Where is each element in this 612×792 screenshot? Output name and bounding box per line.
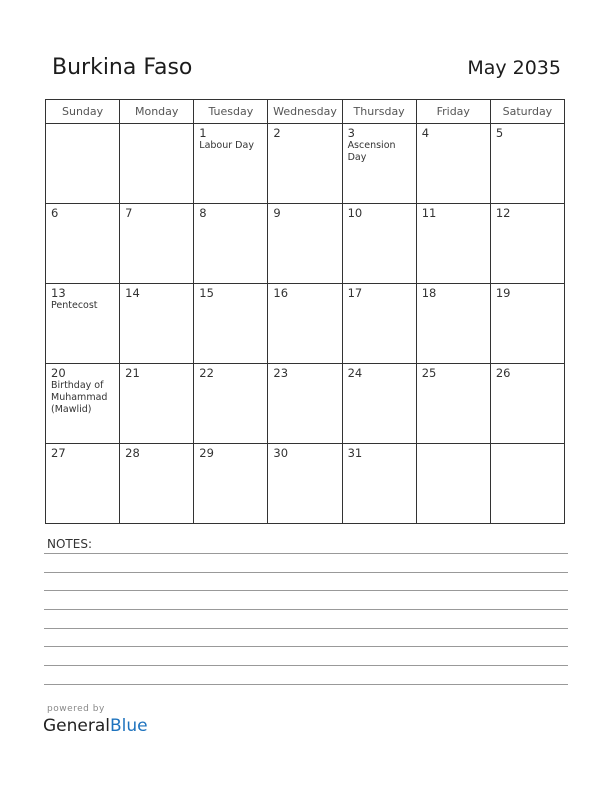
calendar-week-row xyxy=(46,284,565,364)
calendar-month-title: May 2035 xyxy=(467,57,561,79)
calendar-day-cell xyxy=(342,364,416,444)
brand-blue-text: Blue xyxy=(110,716,148,736)
calendar-day-cell xyxy=(342,124,416,204)
day-number: 15 xyxy=(199,286,214,300)
day-number: 26 xyxy=(495,366,511,380)
day-number: 2 xyxy=(273,126,281,140)
day-number: 14 xyxy=(125,286,140,300)
day-number: 9 xyxy=(273,206,281,220)
calendar-day-cell xyxy=(342,444,416,524)
day-number: 4 xyxy=(421,126,430,140)
note-line xyxy=(44,553,568,554)
day-number: 21 xyxy=(125,366,140,380)
day-number: 23 xyxy=(273,366,289,380)
calendar-week-row xyxy=(46,204,565,284)
note-line xyxy=(44,572,568,573)
day-number: 24 xyxy=(347,366,363,380)
calendar-day-cell xyxy=(46,364,120,444)
day-number: 25 xyxy=(421,366,437,380)
calendar-day-cell xyxy=(120,124,194,204)
note-line xyxy=(44,684,568,685)
calendar-day-cell xyxy=(342,284,416,364)
notes-label: NOTES: xyxy=(47,537,92,551)
day-number: 16 xyxy=(273,286,289,300)
note-line xyxy=(44,665,568,666)
note-line xyxy=(44,590,568,591)
calendar-day-cell xyxy=(490,124,564,204)
calendar-day-cell xyxy=(194,284,268,364)
calendar-day-cell xyxy=(490,444,564,524)
day-number: 12 xyxy=(495,206,511,220)
day-number: 11 xyxy=(421,206,437,220)
day-number: 31 xyxy=(347,446,363,460)
calendar-day-cell xyxy=(416,444,490,524)
generalblue-logo xyxy=(43,716,148,736)
calendar-day-cell xyxy=(46,284,120,364)
brand-general-text: General xyxy=(43,716,110,736)
calendar-day-cell xyxy=(46,124,120,204)
holiday-label: Ascension Day xyxy=(347,140,396,163)
day-number: 5 xyxy=(495,126,504,140)
calendar-body xyxy=(46,124,565,524)
weekday-header: Thursday xyxy=(342,100,416,124)
weekday-header: Sunday xyxy=(46,100,120,124)
calendar-day-cell xyxy=(46,204,120,284)
day-number: 19 xyxy=(495,286,511,300)
weekday-header: Monday xyxy=(120,100,194,124)
calendar-grid xyxy=(45,99,565,524)
calendar-day-cell xyxy=(490,204,564,284)
day-number: 13 xyxy=(51,286,66,300)
calendar-day-cell xyxy=(490,284,564,364)
calendar-day-cell xyxy=(268,364,342,444)
day-number: 18 xyxy=(421,286,437,300)
day-number: 8 xyxy=(199,206,207,220)
calendar-day-cell xyxy=(120,364,194,444)
powered-by-text: powered by xyxy=(47,704,105,714)
day-number: 10 xyxy=(347,206,363,220)
calendar-day-cell xyxy=(46,444,120,524)
calendar-day-cell xyxy=(416,124,490,204)
calendar-week-row xyxy=(46,124,565,204)
day-number: 30 xyxy=(273,446,289,460)
calendar-day-cell xyxy=(194,364,268,444)
calendar-country-title: Burkina Faso xyxy=(52,55,193,80)
day-number: 22 xyxy=(199,366,214,380)
calendar-week-row xyxy=(46,364,565,444)
note-line xyxy=(44,609,568,610)
weekday-header-row xyxy=(46,100,565,124)
calendar-day-cell xyxy=(268,204,342,284)
calendar-day-cell xyxy=(490,364,564,444)
day-number: 3 xyxy=(347,126,355,140)
calendar-day-cell xyxy=(416,364,490,444)
holiday-label: Pentecost xyxy=(51,300,98,311)
calendar-day-cell xyxy=(268,444,342,524)
day-number: 17 xyxy=(347,286,363,300)
calendar-day-cell xyxy=(194,444,268,524)
calendar-day-cell xyxy=(416,284,490,364)
calendar-day-cell xyxy=(120,444,194,524)
holiday-label: Birthday of Muhammad (Mawlid) xyxy=(51,380,108,415)
weekday-header: Friday xyxy=(416,100,490,124)
calendar-day-cell xyxy=(120,284,194,364)
day-number: 29 xyxy=(199,446,214,460)
day-number: 1 xyxy=(199,126,207,140)
note-line xyxy=(44,646,568,647)
calendar-day-cell xyxy=(268,124,342,204)
calendar-day-cell xyxy=(342,204,416,284)
calendar-day-cell xyxy=(120,204,194,284)
day-number: 7 xyxy=(125,206,133,220)
day-number: 27 xyxy=(51,446,66,460)
day-number: 6 xyxy=(51,206,59,220)
calendar-day-cell xyxy=(268,284,342,364)
calendar-day-cell xyxy=(194,124,268,204)
day-number: 28 xyxy=(125,446,140,460)
calendar-day-cell xyxy=(194,204,268,284)
note-line xyxy=(44,628,568,629)
weekday-header: Saturday xyxy=(490,100,564,124)
calendar-day-cell xyxy=(416,204,490,284)
calendar-week-row xyxy=(46,444,565,524)
holiday-label: Labour Day xyxy=(199,140,254,151)
weekday-header: Tuesday xyxy=(194,100,268,124)
day-number: 20 xyxy=(51,366,66,380)
weekday-header: Wednesday xyxy=(268,100,342,124)
